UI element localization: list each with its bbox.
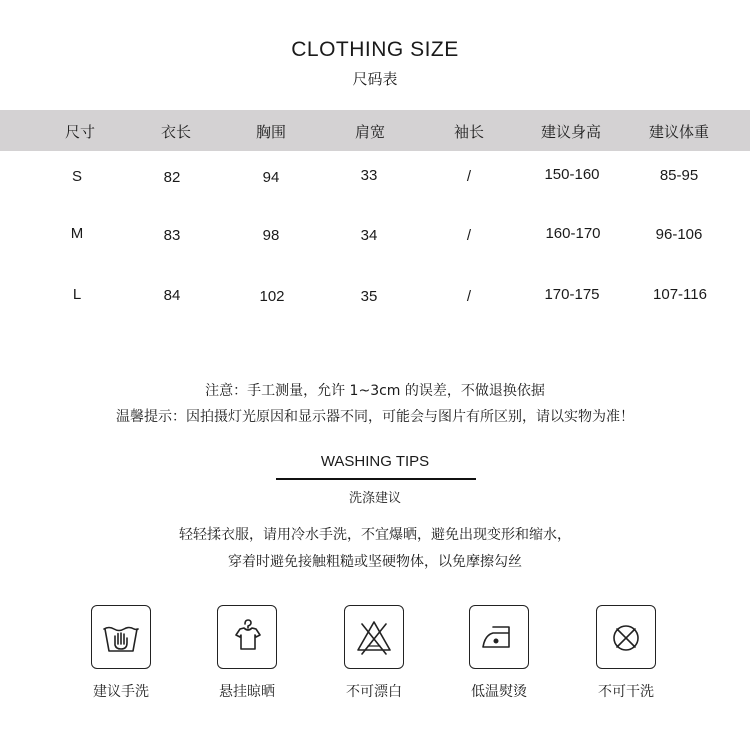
table-cell: M [70, 225, 84, 242]
table-cell: 160-170 [545, 225, 601, 242]
column-header-shoulder: 肩宽 [354, 123, 385, 141]
column-header-length: 衣长 [160, 123, 191, 141]
table-cell: 84 [163, 287, 181, 304]
page-subtitle: 尺码表 [352, 70, 398, 88]
table-cell: 150-160 [544, 166, 600, 183]
washing-tips-subtitle: 洗涤建议 [348, 491, 401, 506]
no-bleach-label: 不可漂白 [346, 684, 402, 700]
table-cell: 98 [262, 227, 280, 244]
table-cell: 102 [259, 288, 285, 305]
table-cell: 94 [262, 169, 280, 186]
washing-tips-divider [276, 478, 476, 480]
measurement-note: 注意：手工测量，允许 1~3cm 的误差，不做退换依据 [205, 383, 545, 399]
table-cell: 83 [163, 227, 181, 244]
column-header-weight: 建议体重 [648, 123, 709, 141]
hand-wash-icon [91, 605, 151, 669]
column-header-height: 建议身高 [540, 123, 601, 141]
washing-instruction-line-1: 轻轻揉衣服，请用冷水手洗，不宜爆晒，避免出现变形和缩水， [179, 527, 571, 543]
hand-wash-label: 建议手洗 [93, 684, 149, 700]
low-iron-label: 低温熨烫 [471, 684, 527, 700]
no-dry-clean-icon [596, 605, 656, 669]
color-note: 温馨提示：因拍摄灯光原因和显示器不同，可能会与图片有所区别，请以实物为准！ [116, 409, 634, 425]
table-cell: 82 [163, 169, 181, 186]
table-cell: 35 [360, 288, 378, 305]
column-header-chest: 胸围 [255, 123, 286, 141]
table-cell: / [466, 168, 472, 185]
table-cell: 107-116 [653, 286, 707, 303]
table-cell: 85-95 [659, 167, 699, 184]
table-cell: S [71, 168, 82, 185]
table-cell: 170-175 [544, 286, 600, 303]
hang-dry-icon [217, 605, 277, 669]
table-cell: / [466, 227, 472, 244]
table-cell: 34 [360, 227, 378, 244]
page-title: CLOTHING SIZE [291, 38, 459, 61]
low-iron-icon [469, 605, 529, 669]
column-header-sleeve: 袖长 [453, 123, 484, 141]
washing-instruction-line-2: 穿着时避免接触粗糙或坚硬物体，以免摩擦勾丝 [228, 554, 522, 570]
washing-tips-title: WASHING TIPS [320, 453, 430, 470]
table-cell: / [466, 288, 472, 305]
no-dry-clean-label: 不可干洗 [598, 684, 654, 700]
no-bleach-icon [344, 605, 404, 669]
table-cell: 33 [360, 167, 378, 184]
column-header-size: 尺寸 [64, 123, 95, 141]
hang-dry-label: 悬挂晾晒 [219, 684, 275, 700]
table-cell: L [72, 286, 82, 303]
table-cell: 96-106 [655, 226, 703, 243]
